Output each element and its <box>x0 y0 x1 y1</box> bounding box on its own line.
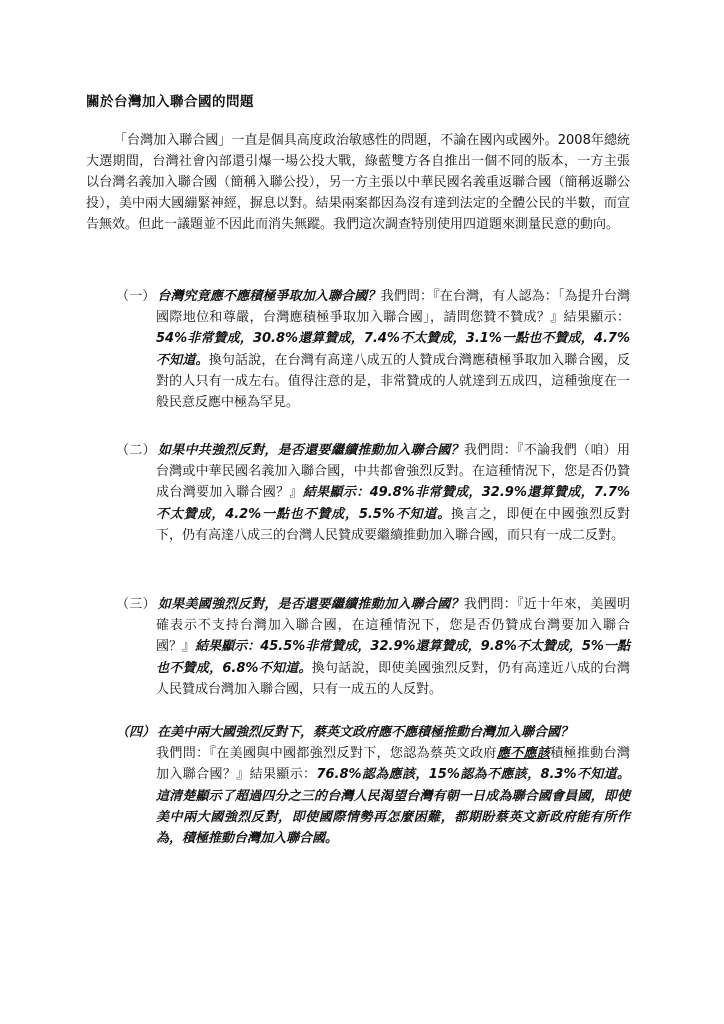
question-3-conclusion: 換句話說，即使美國強烈反對，仍有高達近八成的台灣人民贊成台灣加入聯合國，只有一成五的人反對。 <box>156 660 630 697</box>
question-2-conclusion: 換言之，即便在中國強烈反對下，仍有高達八成三的台灣人民贊成要繼續推動加入聯合國，而只有一成二反對。 <box>156 506 630 543</box>
question-1-conclusion: 換句話說，在台灣有高達八成五的人贊成台灣應積極爭取加入聯合國，反對的人只有一成左右。值得注意的是，非常贊成的人就達到五成四，這種強度在一般民意反應中極為罕見。 <box>156 352 630 411</box>
question-1-results: 54%非常贊成，30.8%還算贊成，7.4%不太贊成，3.1%一點也不贊成，4.7%不知道。 <box>156 331 630 368</box>
question-2-number: （二） <box>116 443 156 458</box>
question-4-text: 我們問：『在美國與中國都強烈反對下，您認為蔡英文政府 <box>156 746 497 762</box>
question-2-heading: 如果中共強烈反對，是否還要繼續推動加入聯合國？ <box>157 443 464 458</box>
question-2-results: 結果顯示：49.8%非常贊成，32.9%還算贊成，7.7%不太贊成，4.2%一點也不贊成，5.5%不知道。 <box>156 485 630 522</box>
question-2 <box>116 440 630 546</box>
question-4-text-b: 積極推動台灣加入聯合國？』結果顯示： <box>156 746 630 783</box>
question-4-underlined: 應不應該 <box>496 746 551 762</box>
question-4-heading: 在美中兩大國強烈反對下，蔡英文政府應不應積極推動台灣加入聯合國？ <box>157 725 574 740</box>
intro-paragraph: 「台灣加入聯合國」一直是個具高度政治敏感性的問題，不論在國內或國外。2008年總統大選期間，台灣社會內部還引爆一場公投大戰，綠藍雙方各自推出一個不同的版本，一方主張以台灣名義加入聯合國（簡稱入聯公投），另一方主張以中華民國名義重返聯合國（簡稱返聯公投），美中兩大國繃緊神經，摒息以對。結果兩案都因為沒有達到法定的全體公民的半數，而宣告無效。但此一議題並不因此而消失無蹤。我們這次調查特別使用四道題來測量民意的動向。 <box>86 133 630 232</box>
question-1-number: （一） <box>116 289 156 304</box>
question-2-text: 我們問：『不論我們（咱）用台灣或中華民國名義加入聯合國，中共都會強烈反對。在這種情況下，您是否仍贊成台灣要加入聯合國？』 <box>156 443 630 501</box>
question-4-results: 76.8%認為應該，15%認為不應該，8.3%不知道。這清楚顯示了超過四分之三的台灣人民渴望台灣有朝一日成為聯合國會員國，即使美中兩大國強烈反對，即使國際情勢再怎麼困難，都期盼蔡英文新政府能有所作為，積極推動台灣加入聯合國。 <box>156 767 630 847</box>
question-1-heading: 台灣究竟應不應積極爭取加入聯合國？ <box>157 289 381 304</box>
question-3-results: 結果顯示：45.5%非常贊成，32.9%還算贊成，9.8%不太贊成，5%一點也不贊成，6.8%不知道。 <box>156 639 630 676</box>
question-1-text: 我們問：『在台灣，有人認為：「為提升台灣國際地位和尊嚴，台灣應積極爭取加入聯合國」，請問您贊不贊成？』結果顯示： <box>156 289 630 326</box>
question-4-number: （四） <box>116 725 156 740</box>
question-4 <box>116 722 630 849</box>
question-3-text: 我們問：『近十年來，美國明確表示不支持台灣加入聯合國，在這種情況下，您是否仍贊成台灣要加入聯合國？』 <box>156 597 630 655</box>
document-title: 關於台灣加入聯合國的問題 <box>86 94 254 110</box>
question-1 <box>116 286 630 413</box>
question-3-number: （三） <box>116 597 156 612</box>
question-3 <box>116 594 630 700</box>
question-3-heading: 如果美國強烈反對，是否還要繼續推動加入聯合國？ <box>157 597 464 612</box>
